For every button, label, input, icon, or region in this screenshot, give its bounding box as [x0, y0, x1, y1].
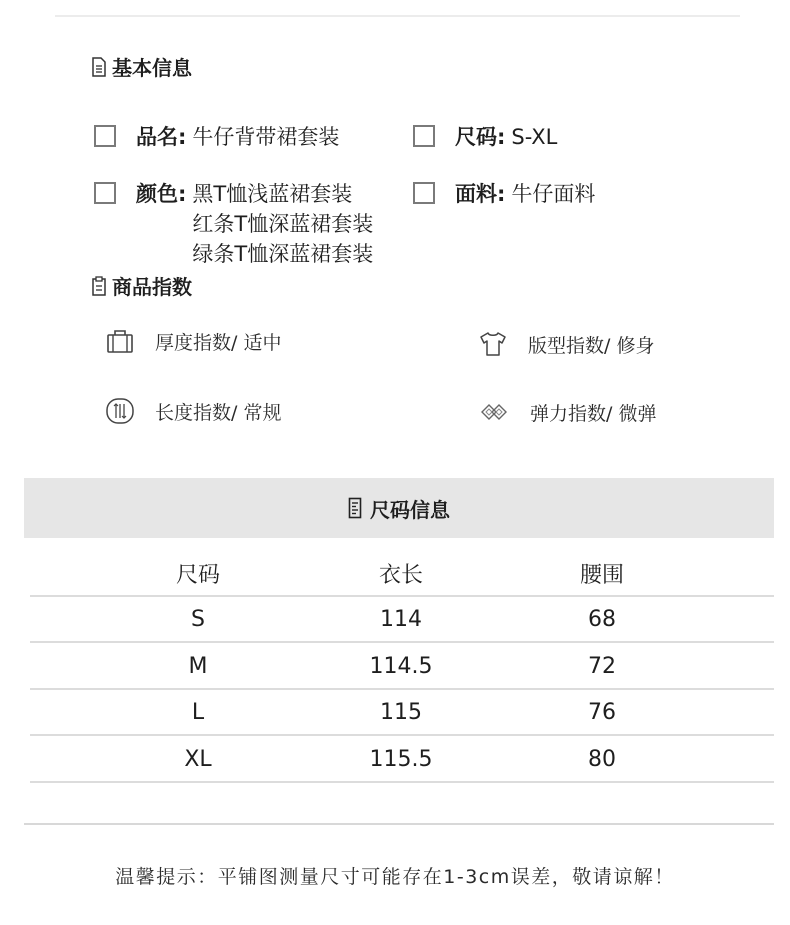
checkbox[interactable]	[413, 182, 435, 204]
table-cell: 72	[588, 653, 616, 679]
table-cell: 115	[380, 700, 422, 726]
fit-text: 版型指数/ 修身	[528, 334, 655, 357]
document-icon	[91, 57, 107, 77]
elasticity-text: 弹力指数/ 微弹	[530, 402, 657, 425]
table-row	[30, 736, 774, 783]
top-divider	[55, 15, 740, 17]
tshirt-icon	[478, 329, 508, 359]
elasticity-index	[480, 397, 656, 427]
fabric-label: 面料:	[455, 182, 506, 206]
row-divider	[30, 781, 774, 783]
basic-info-heading	[91, 52, 192, 81]
fit-index	[478, 329, 654, 359]
size-label: 尺码:	[455, 125, 506, 149]
color-value: 黑T恤浅蓝裙套装	[192, 182, 353, 206]
product-index-heading	[91, 271, 192, 300]
thickness-text: 厚度指数/ 适中	[155, 331, 282, 354]
table-cell: S	[191, 607, 205, 633]
column-header: 衣长	[378, 562, 423, 588]
bag-icon	[105, 326, 135, 356]
color-value: 绿条T恤深蓝裙套装	[192, 242, 374, 266]
column-header: 尺码	[175, 562, 220, 588]
checkbox[interactable]	[94, 182, 116, 204]
product-index-title: 商品指数	[112, 275, 192, 299]
length-index	[105, 396, 281, 426]
table-cell: 76	[588, 700, 616, 726]
table-cell: M	[188, 653, 208, 679]
clipboard-icon	[91, 276, 107, 296]
size-value: S-XL	[511, 125, 558, 149]
length-text: 长度指数/ 常规	[155, 401, 282, 424]
table-cell: L	[191, 700, 205, 726]
info-item-color	[94, 179, 373, 269]
name-label: 品名:	[136, 125, 187, 149]
checkbox[interactable]	[413, 125, 435, 147]
info-item-name	[94, 122, 339, 152]
name-value: 牛仔背带裙套装	[192, 125, 340, 149]
info-item-fabric	[413, 179, 595, 209]
table-row	[30, 643, 774, 690]
fabric-value: 牛仔面料	[511, 182, 596, 206]
table-cell: XL	[184, 746, 212, 772]
table-cell: 115.5	[369, 746, 433, 772]
document-icon	[348, 497, 362, 519]
table-cell: 114	[380, 607, 422, 633]
table-cell: 68	[588, 607, 616, 633]
table-header-row	[30, 550, 774, 597]
table-row	[30, 597, 774, 644]
table-cell: 80	[588, 746, 616, 772]
size-info-title: 尺码信息	[370, 497, 450, 522]
thickness-index	[105, 326, 281, 356]
info-item-size	[413, 122, 557, 152]
ruler-icon	[105, 396, 135, 426]
color-label: 颜色:	[136, 182, 187, 206]
color-value: 红条T恤深蓝裙套装	[192, 212, 374, 236]
elastic-icon	[480, 397, 510, 427]
column-header: 腰围	[579, 562, 624, 588]
measurement-tip: 温馨提示：平铺图测量尺寸可能存在1-3cm误差，敬请谅解！	[115, 866, 675, 888]
bottom-divider	[24, 823, 774, 825]
table-row	[30, 690, 774, 737]
size-table	[30, 550, 774, 783]
checkbox[interactable]	[94, 125, 116, 147]
basic-info-title: 基本信息	[112, 56, 192, 80]
color-values	[192, 179, 373, 269]
size-info-banner	[24, 478, 774, 538]
table-cell: 114.5	[369, 653, 433, 679]
